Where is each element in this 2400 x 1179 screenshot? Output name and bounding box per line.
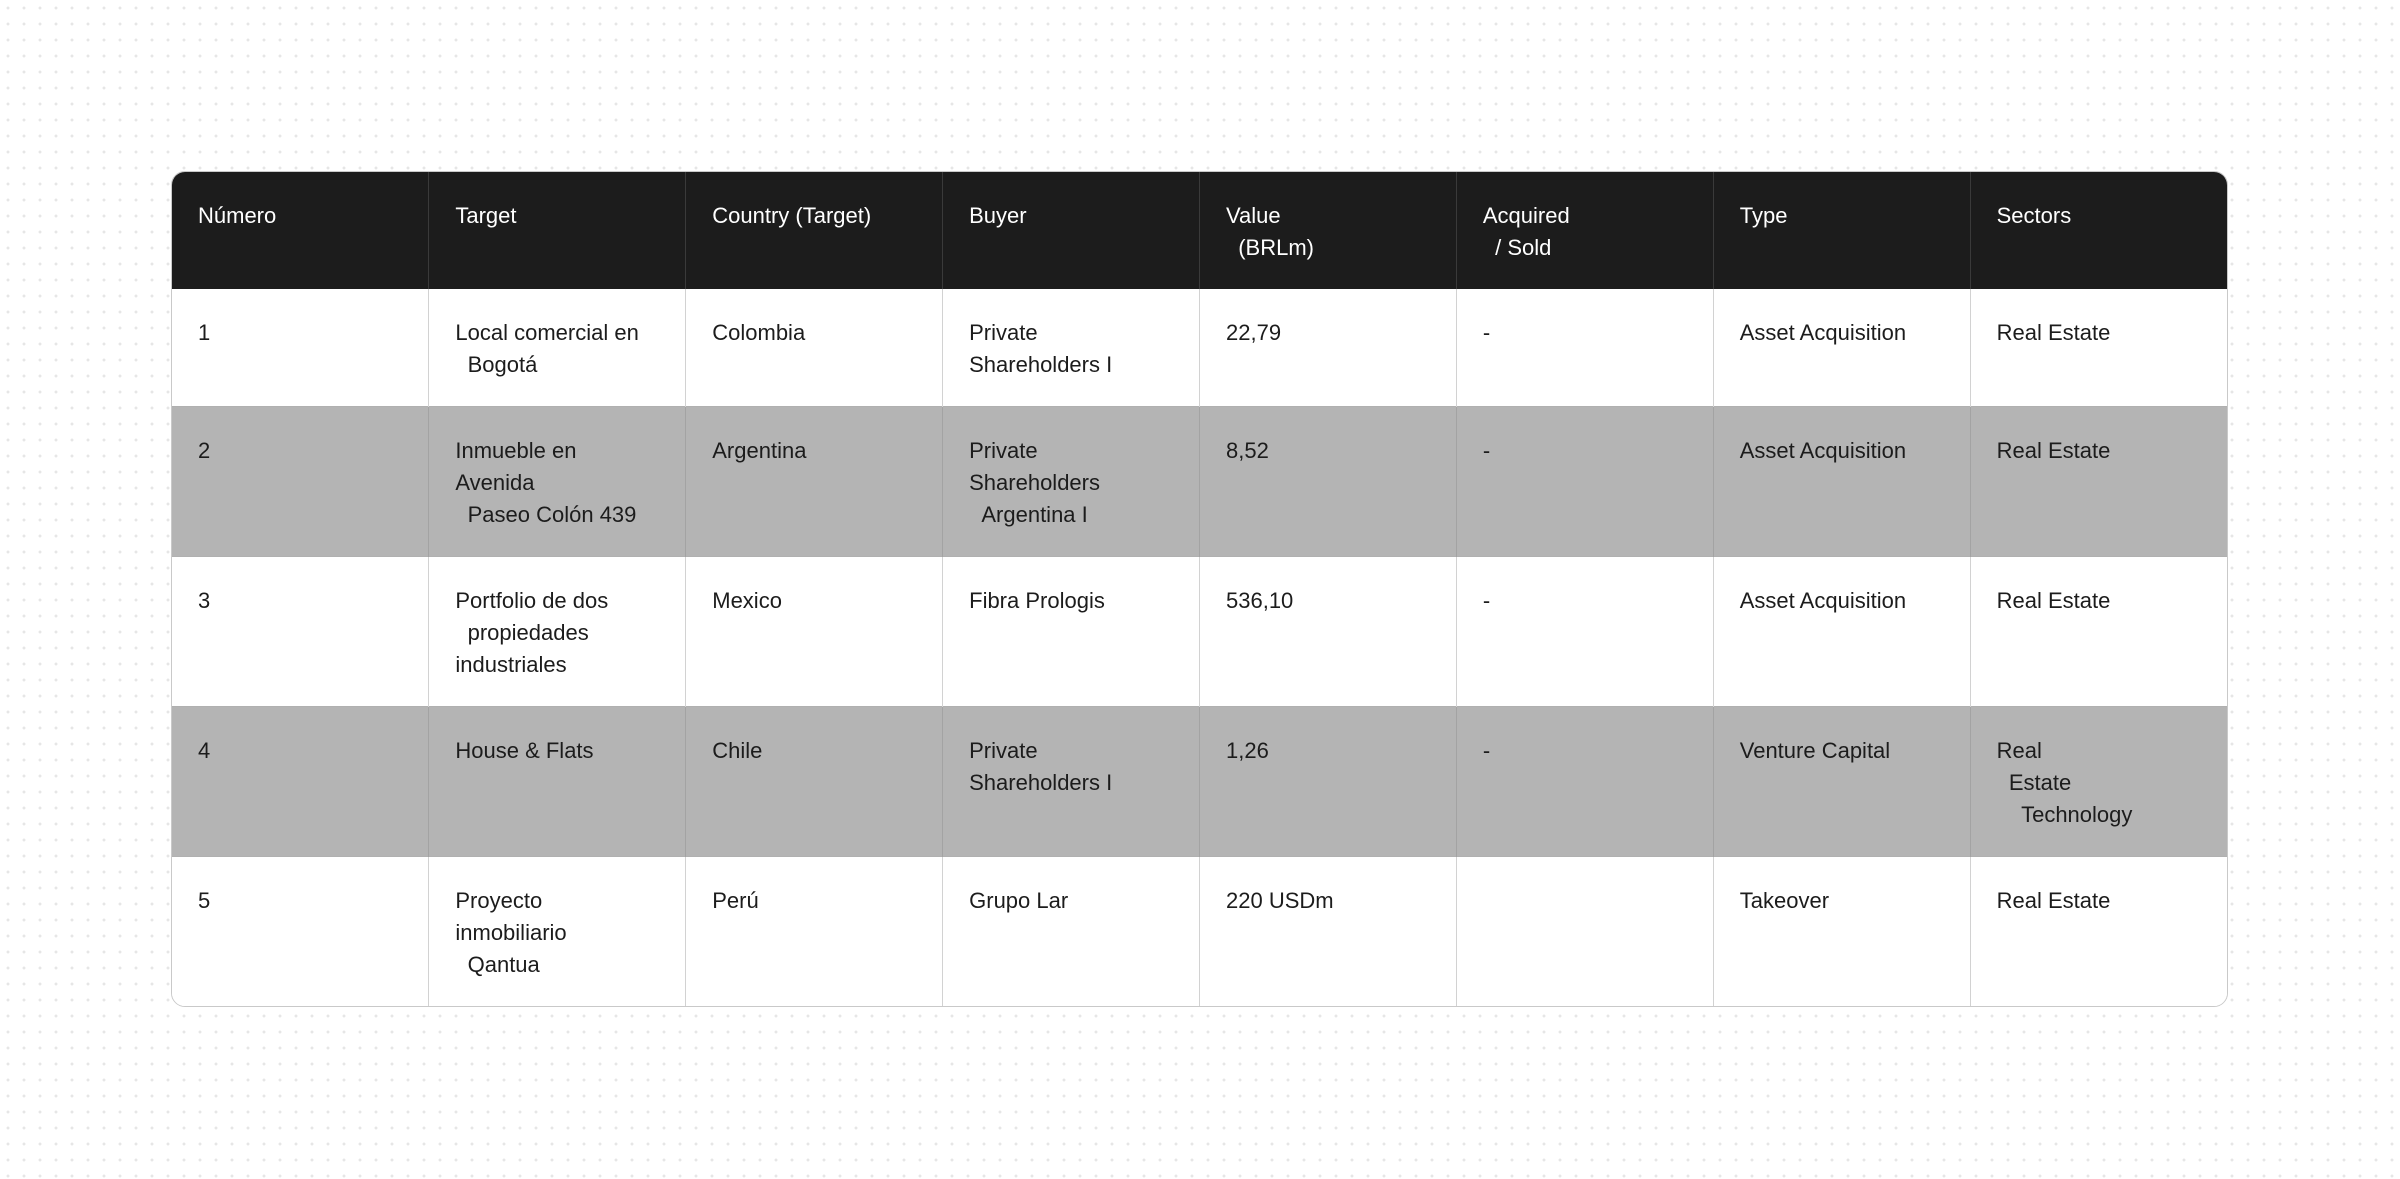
- cell-country: Argentina: [686, 406, 943, 556]
- cell-value: 220 USDm: [1200, 856, 1457, 1006]
- cell-sectors: Real Estate: [1970, 556, 2227, 706]
- cell-sectors: Real Estate: [1970, 406, 2227, 556]
- cell-buyer: Grupo Lar: [943, 856, 1200, 1006]
- cell-numero: 3: [198, 587, 211, 613]
- table-row: [172, 706, 2227, 856]
- cell-type: Takeover: [1713, 856, 1970, 1006]
- cell-type: Asset Acquisition: [1713, 406, 1970, 556]
- cell-acquired-sold: [1456, 856, 1713, 1006]
- table-body: [172, 289, 2227, 1006]
- cell-buyer: Fibra Prologis: [943, 556, 1200, 706]
- cell-country: Colombia: [686, 289, 943, 406]
- table-header: [172, 172, 2227, 289]
- column-header-acquired-sold: Acquired / Sold: [1456, 172, 1713, 289]
- cell-acquired-sold: -: [1456, 406, 1713, 556]
- cell-target: House & Flats: [429, 706, 686, 856]
- cell-target: Proyecto inmobiliario Qantua: [429, 856, 686, 1006]
- cell-acquired-sold: -: [1456, 556, 1713, 706]
- column-header-value: Value (BRLm): [1200, 172, 1457, 289]
- cell-sectors: Real Estate: [1970, 289, 2227, 406]
- header-row: [172, 172, 2227, 289]
- cell-country: Perú: [686, 856, 943, 1006]
- table-row: [172, 289, 2227, 406]
- column-header-numero: Número: [198, 203, 277, 228]
- cell-buyer: Private Shareholders I: [943, 706, 1200, 856]
- cell-numero: 2: [198, 437, 211, 463]
- cell-numero: 5: [198, 887, 211, 913]
- cell-target: Portfolio de dos propiedades industriales: [429, 556, 686, 706]
- column-header-buyer: Buyer: [943, 172, 1200, 289]
- cell-numero: 1: [198, 320, 211, 345]
- cell-type: Asset Acquisition: [1713, 289, 1970, 406]
- column-header-target: Target: [429, 172, 686, 289]
- deals-table: [172, 172, 2227, 1006]
- cell-target: Local comercial en Bogotá: [429, 289, 686, 406]
- cell-value: 8,52: [1200, 406, 1457, 556]
- cell-sectors: Real Estate: [1970, 856, 2227, 1006]
- cell-acquired-sold: -: [1456, 706, 1713, 856]
- cell-buyer: Private Shareholders Argentina I: [943, 406, 1200, 556]
- cell-country: Chile: [686, 706, 943, 856]
- cell-target: Inmueble en Avenida Paseo Colón 439: [429, 406, 686, 556]
- cell-country: Mexico: [686, 556, 943, 706]
- deals-table-container: [171, 171, 2228, 1007]
- column-header-country: Country (Target): [686, 172, 943, 289]
- cell-type: Venture Capital: [1713, 706, 1970, 856]
- cell-value: 22,79: [1200, 289, 1457, 406]
- cell-type: Asset Acquisition: [1713, 556, 1970, 706]
- cell-numero: 4: [198, 737, 211, 763]
- column-header-sectors: Sectors: [1970, 172, 2227, 289]
- cell-acquired-sold: -: [1456, 289, 1713, 406]
- column-header-type: Type: [1713, 172, 1970, 289]
- table-row: [172, 406, 2227, 556]
- cell-value: 536,10: [1200, 556, 1457, 706]
- cell-sectors: Real Estate Technology: [1970, 706, 2227, 856]
- table-row: [172, 556, 2227, 706]
- cell-value: 1,26: [1200, 706, 1457, 856]
- cell-buyer: Private Shareholders I: [943, 289, 1200, 406]
- table-row: [172, 856, 2227, 1006]
